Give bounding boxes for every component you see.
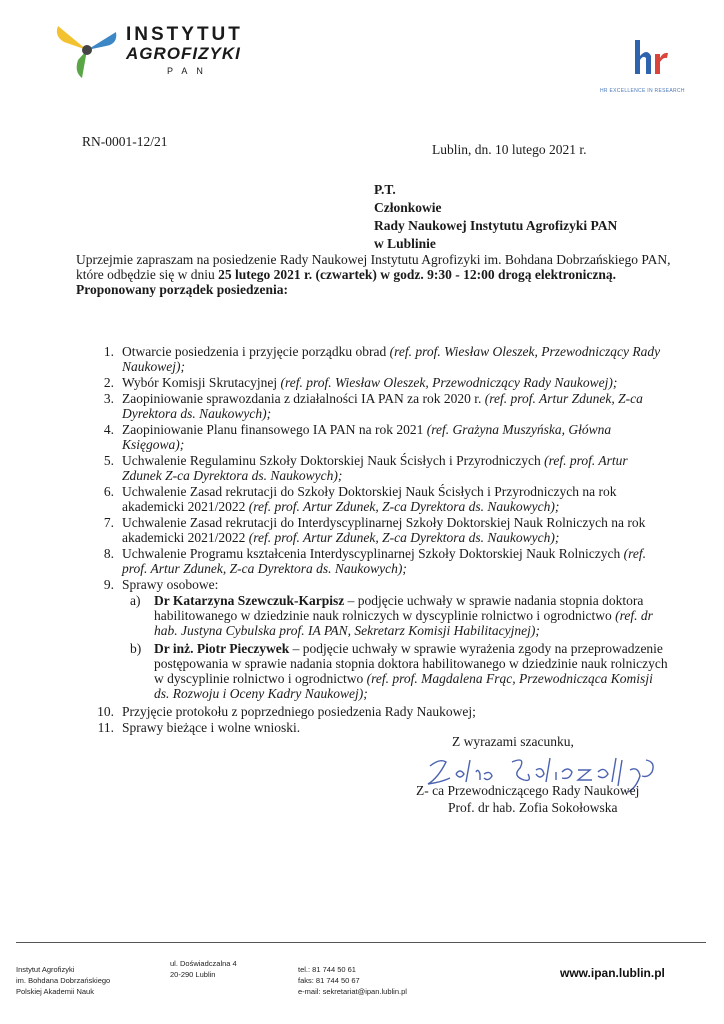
intro-line xyxy=(76,267,676,282)
logo-subtitle: AGROFIZYKI xyxy=(126,44,241,63)
footer-address: ul. Doświadczalna 4 20-290 Lublin xyxy=(170,959,237,979)
reference-number: RN-0001-12/21 xyxy=(82,134,168,149)
addressee-block xyxy=(374,181,617,253)
agenda-item: 4. Zaopiniowanie Planu finansowego IA PAN na rok 2021 (ref. Grażyna Muszyńska, Główna Księgowa); xyxy=(103,422,612,452)
footer-divider xyxy=(16,942,706,943)
addressee-line: Rady Naukowej Instytutu Agrofizyki PAN xyxy=(374,218,618,233)
agenda-heading: Proponowany porządek posiedzenia: xyxy=(76,282,289,297)
agenda-item: 5. Uchwalenie Regulaminu Szkoły Doktorskiej Nauk Ścisłych i Przyrodniczych (ref. prof. Artur Zdunek Z-ca Dyrektora ds. Naukowych); xyxy=(103,453,628,483)
hr-tagline: HR EXCELLENCE IN RESEARCH xyxy=(600,88,685,94)
logo-pan: PAN xyxy=(167,66,212,76)
addressee-line: w Lublinie xyxy=(374,236,436,251)
agenda-item: 6. Uchwalenie Zasad rekrutacji do Szkoły Doktorskiej Nauk Ścisłych i Przyrodniczych na rok akademicki 2021/2022 (ref. prof. Artur Zdunek, Z-ca Dyrektora ds. Naukowych); xyxy=(103,484,617,514)
agenda-item: 2. Wybór Komisji Skrutacyjnej (ref. prof. Wiesław Oleszek, Przewodniczący Rady Naukowej); xyxy=(103,375,618,390)
logo-title: INSTYTUT xyxy=(126,24,243,45)
intro-line: Uprzejmie zapraszam na posiedzenie Rady Naukowej Instytutu Agrofizyki im. Bohdana Dobrzańskiego PAN, xyxy=(76,252,671,267)
agenda-item: 11. Sprawy bieżące i wolne wnioski. xyxy=(97,720,301,735)
personnel-item: a) Dr Katarzyna Szewczuk-Karpisz – podjęcie uchwały w sprawie nadania stopnia doktora habilitowanego w dziedzinie nauk rolniczych w dyscyplinie rolnictwo i ogrodnictwo (ref. dr hab. Justyna Cybulska prof. IA PAN, Sekretarz Komisji Habilitacyjnej); xyxy=(130,593,653,638)
footer-institution: Instytut Agrofizyki im. Bohdana Dobrzańskiego Polskiej Akademii Nauk xyxy=(16,965,111,996)
addressee-line: Członkowie xyxy=(374,200,442,215)
footer-website-link[interactable]: www.ipan.lublin.pl xyxy=(560,966,665,980)
closing-phrase: Z wyrazami szacunku, xyxy=(452,734,574,749)
personnel-item: b) Dr inż. Piotr Pieczywek – podjęcie uchwały w sprawie wyrażenia zgody na przeprowadzenie postępowania w sprawie nadania stopnia doktora habilitowanego w dziedzinie nauk rolniczych w dyscyplinie rolnictwo i ogrodnictwo (ref. prof. Magdalena Frąc, Przewodnicząca Komisji ds. Rozwoju i Oceny Kadry Naukowej); xyxy=(130,641,668,701)
agenda-item: 10. Przyjęcie protokołu z poprzedniego posiedzenia Rady Naukowej; xyxy=(97,704,476,719)
hr-excellence-logo-icon xyxy=(633,34,669,78)
institute-logo-icon xyxy=(52,20,122,82)
signatory-role: Z- ca Przewodniczącego Rady Naukowej xyxy=(416,783,640,798)
meeting-date: 25 lutego 2021 r. (czwartek) w godz. 9:30 - 12:00 drogą elektroniczną. xyxy=(218,267,617,282)
agenda-item: 8. Uchwalenie Programu kształcenia Interdyscyplinarnej Szkoły Doktorskiej Nauk Rolniczych (ref. prof. Artur Zdunek, Z-ca Dyrektora ds. Naukowych); xyxy=(103,546,646,576)
agenda-item: 1. Otwarcie posiedzenia i przyjęcie porządku obrad (ref. prof. Wiesław Oleszek, Przewodniczący Rady Naukowej); xyxy=(103,344,661,374)
agenda-item: 9. Sprawy osobowe: xyxy=(103,577,219,592)
addressee-line: P.T. xyxy=(374,182,396,197)
signatory-name: Prof. dr hab. Zofia Sokołowska xyxy=(448,800,618,815)
invitation-paragraph xyxy=(76,252,676,297)
agenda-item: 3. Zaopiniowanie sprawozdania z działalności IA PAN za rok 2020 r. (ref. prof. Artur Zdunek, Z-ca Dyrektora ds. Naukowych); xyxy=(103,391,643,421)
intro-text: które odbędzie się w dniu xyxy=(76,267,219,282)
footer-contact: tel.: 81 744 50 61 faks: 81 744 50 67 e-mail: sekretariat@ipan.lublin.pl xyxy=(298,965,407,996)
place-date: Lublin, dn. 10 lutego 2021 r. xyxy=(432,142,587,157)
agenda-item: 7. Uchwalenie Zasad rekrutacji do Interdyscyplinarnej Szkoły Doktorskiej Nauk Rolniczych na rok akademicki 2021/2022 (ref. prof. Artur Zdunek, Z-ca Dyrektora ds. Naukowych); xyxy=(103,515,646,545)
agenda-list xyxy=(88,344,668,736)
